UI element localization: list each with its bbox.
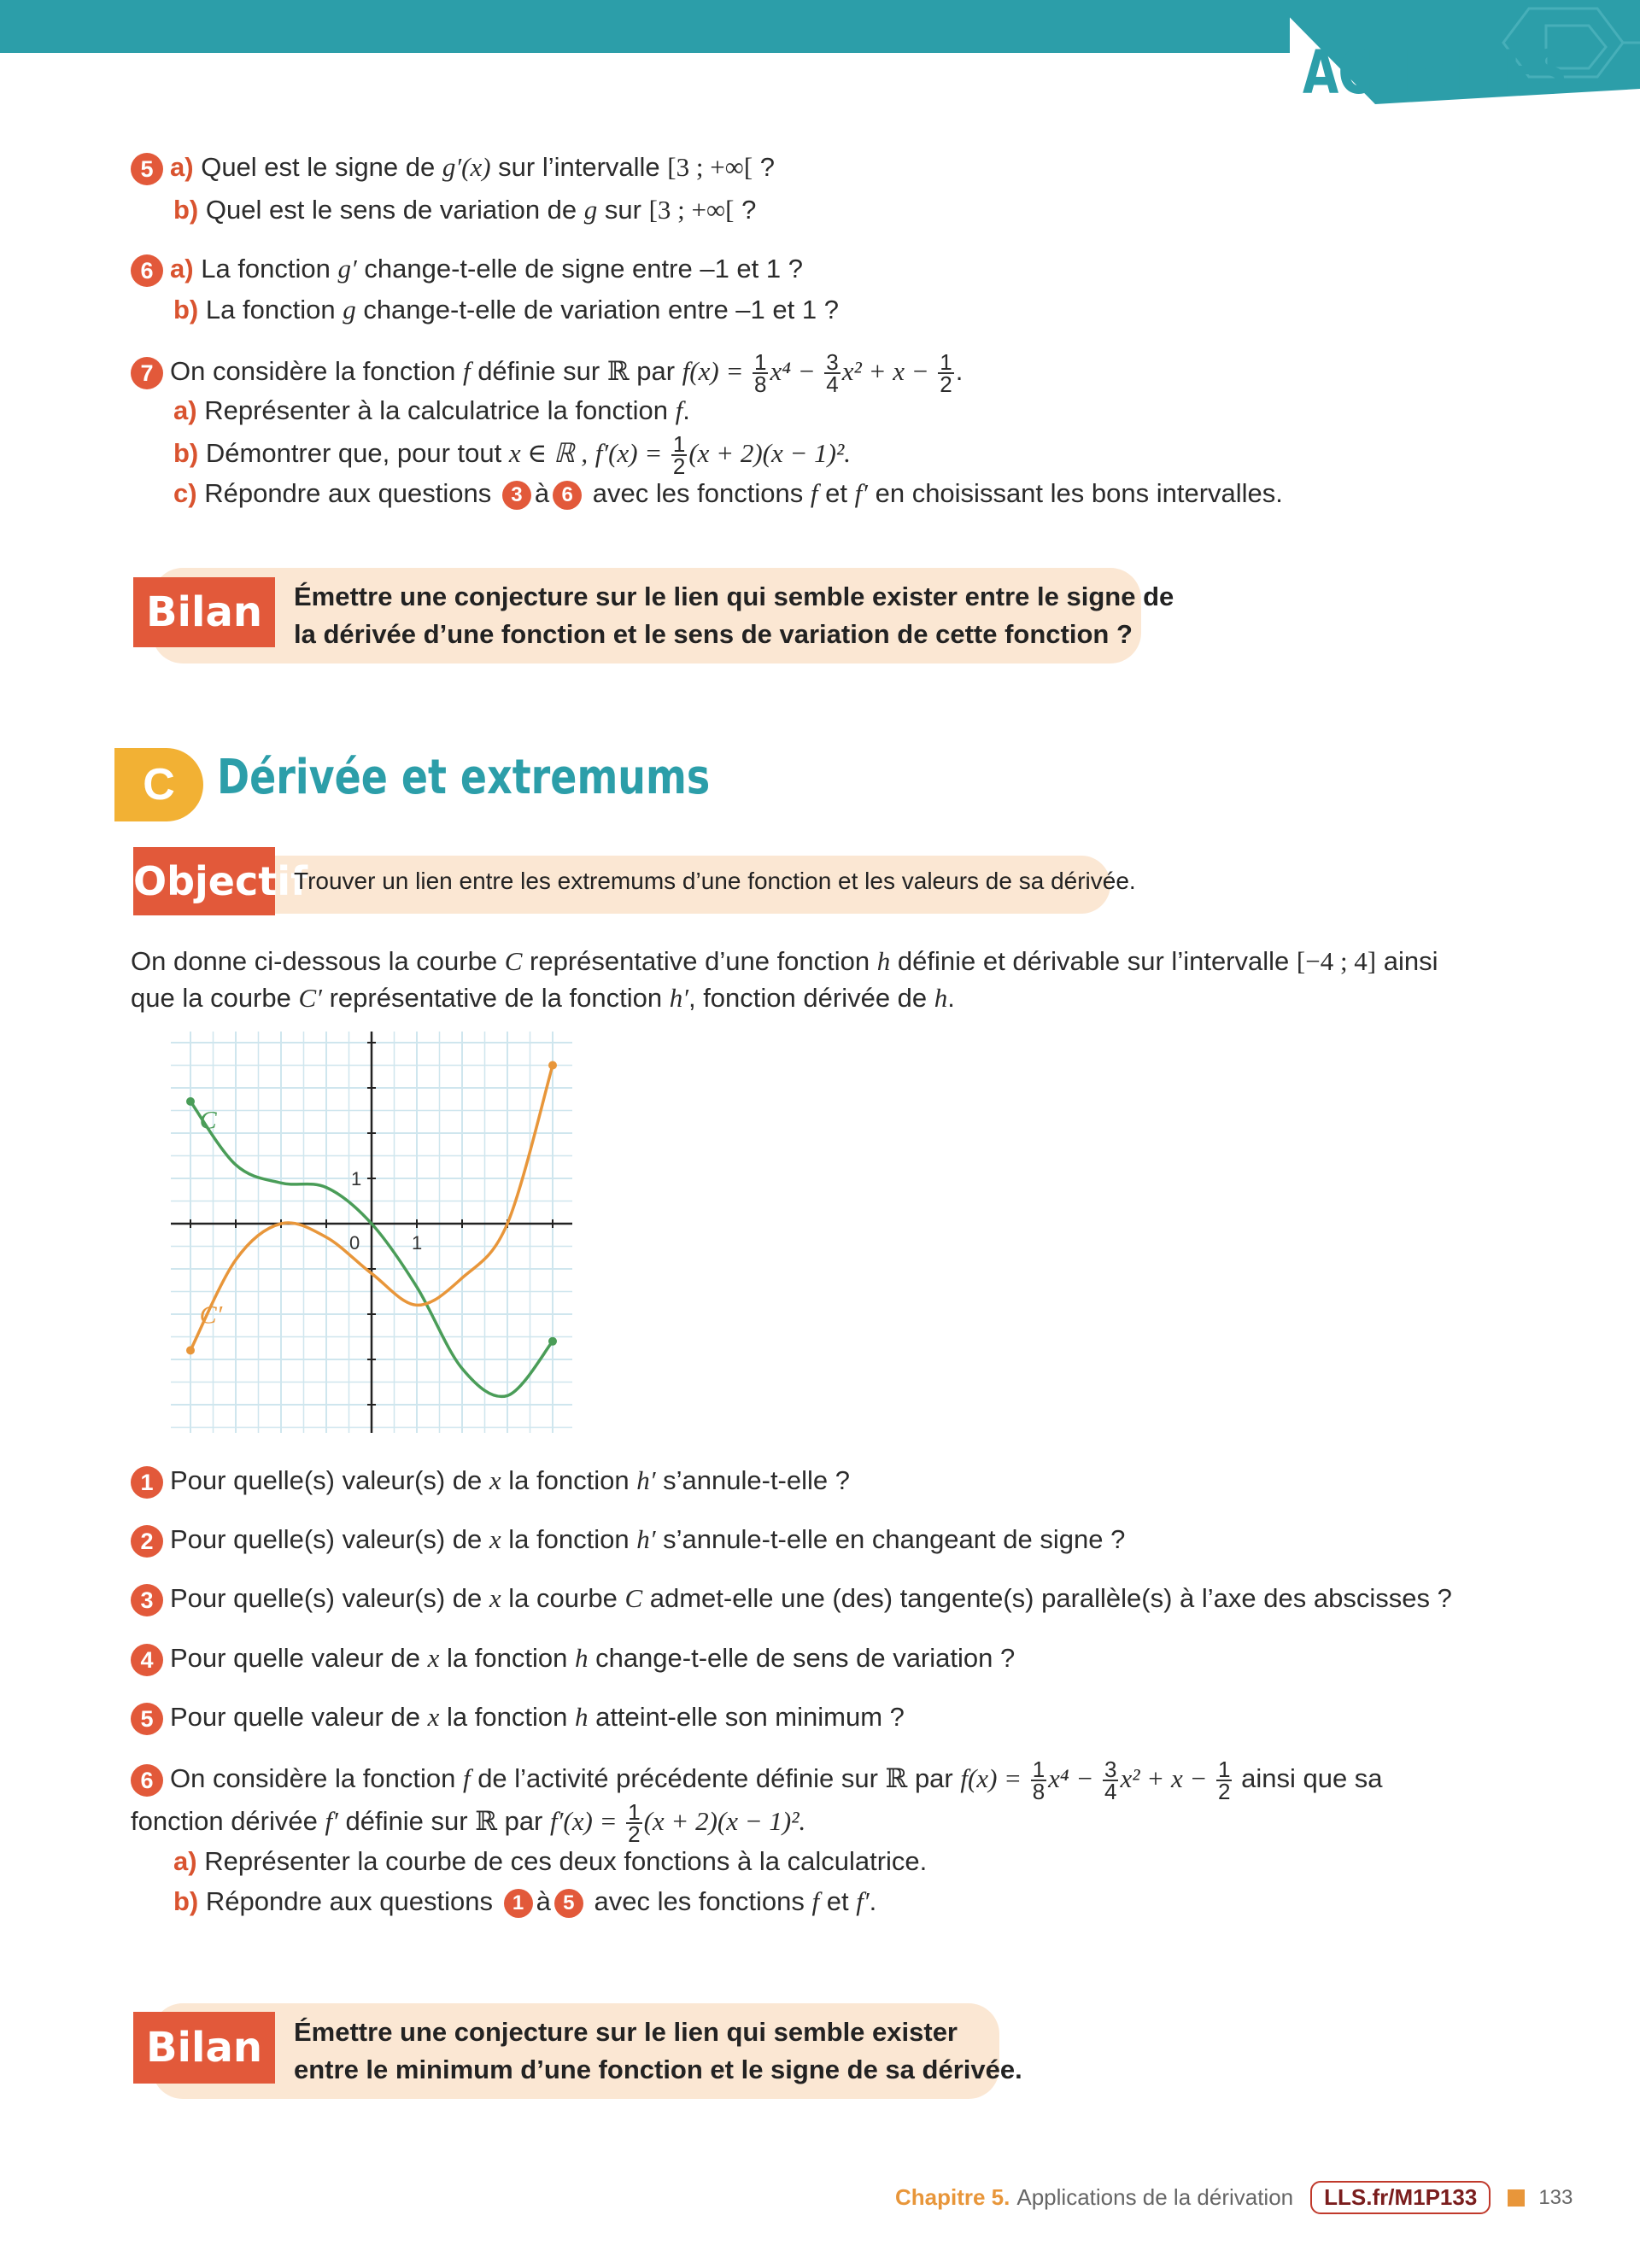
curve-C-prime-end-point <box>548 1061 557 1070</box>
question-7c: c) Répondre aux questions 3 à 6 avec les fonctions f et f′ en choisissant les bons intervalles. <box>173 478 1283 508</box>
header-band <box>0 0 1290 53</box>
question-c-2: 2 Pour quelle(s) valeur(s) de x la fonction h′ s’annule-t-elle en changeant de signe ? <box>131 1523 1125 1558</box>
fraction: $\frac{1}{8}$ <box>1032 1757 1046 1804</box>
bilan-tag: Bilan <box>133 577 275 647</box>
bilan-tag-2: Bilan <box>133 2012 275 2084</box>
question-number-badge: 1 <box>131 1466 163 1499</box>
origin-label: 0 <box>349 1232 360 1254</box>
question-5a: 5 a) Quel est le signe de g′(x) sur l’intervalle [3 ; +∞[ ? <box>131 150 775 185</box>
fraction: $\frac{3}{4}$ <box>1104 1757 1117 1804</box>
y-unit-label: 1 <box>351 1168 362 1190</box>
question-c-6b: b) Répondre aux questions 1 à 5 avec les fonctions f et f′. <box>173 1886 877 1916</box>
footer-square-icon <box>1508 2189 1525 2207</box>
x-unit-label: 1 <box>412 1232 423 1254</box>
objectif-text: Trouver un lien entre les extremums d’une fonction et les valeurs de sa dérivée. <box>294 868 1136 894</box>
question-number-badge: 4 <box>131 1644 163 1676</box>
section-title: Dérivée et extremums <box>217 750 711 805</box>
objectif-tag: Objectif <box>133 847 275 915</box>
question-number-badge: 5 <box>131 153 163 185</box>
graph-axes <box>171 1032 572 1433</box>
curve-C-prime-label: C′ <box>199 1301 223 1330</box>
curve-C-end-point <box>548 1337 557 1346</box>
curve-C-prime-start-point <box>186 1346 195 1354</box>
question-7: 7 On considère la fonction f définie sur ℝ par f(x) = $\frac{1}{8}$ x⁴ − $\frac{3}{4}$ x² + x − $\frac{1}{2}$ . <box>131 352 963 395</box>
question-c-6: 6 On considère la fonction f de l’activité précédente définie sur ℝ par f(x) = $\frac{1}{8}$ x⁴ − $\frac{3}{4}$ x² + x − $\frac{1}{2}$ ainsi que sa <box>131 1759 1383 1802</box>
footer-link[interactable]: LLS.fr/M1P133 <box>1310 2181 1491 2214</box>
question-6b: b) La fonction g change-t-elle de variation entre –1 et 1 ? <box>173 295 839 324</box>
bilan-line-1: Émettre une conjecture sur le lien qui semble exister entre le signe de <box>294 582 1174 611</box>
fraction: $\frac{3}{4}$ <box>826 349 839 397</box>
footer-subject: Applications de la dérivation <box>1016 2184 1294 2210</box>
question-7b: b) Démontrer que, pour tout x ∈ ℝ , f′(x) = $\frac{1}{2}$ (x + 2)(x − 1)². <box>173 431 852 479</box>
bilan-line-2: la dérivée d’une fonction et le sens de variation de cette fonction ? <box>294 619 1133 649</box>
question-c-6-line-2: fonction dérivée f′ définie sur ℝ par f′(x) = $\frac{1}{2}$ (x + 2)(x − 1)². <box>131 1799 806 1847</box>
page-footer <box>895 2181 1573 2214</box>
question-7a: a) Représenter à la calculatrice la fonction f. <box>173 395 690 425</box>
function-graph <box>171 1032 572 1433</box>
fraction: $\frac{1}{2}$ <box>628 1799 641 1847</box>
section-badge: C <box>114 748 203 821</box>
page-number: 133 <box>1538 2185 1573 2209</box>
question-c-3: 3 Pour quelle(s) valeur(s) de x la courbe C admet-elle une (des) tangente(s) parallèle(s) à l’axe des abscisses ? <box>131 1581 1452 1616</box>
fraction: $\frac{1}{2}$ <box>672 431 686 479</box>
fraction: $\frac{1}{2}$ <box>1218 1757 1231 1804</box>
question-number-badge: 5 <box>131 1703 163 1735</box>
question-c-4: 4 Pour quelle valeur de x la fonction h change-t-elle de sens de variation ? <box>131 1641 1015 1676</box>
question-c-5: 5 Pour quelle valeur de x la fonction h atteint-elle son minimum ? <box>131 1700 905 1735</box>
question-number-badge: 6 <box>131 254 163 287</box>
curve-C-start-point <box>186 1097 195 1106</box>
fraction: $\frac{1}{8}$ <box>753 349 767 397</box>
intro-line-2: que la courbe C′ représentative de la fonction h′, fonction dérivée de h. <box>131 983 955 1013</box>
question-number-badge: 3 <box>131 1584 163 1616</box>
curve-C-label: C <box>199 1106 217 1135</box>
question-c-6a: a) Représenter la courbe de ces deux fonctions à la calculatrice. <box>173 1846 928 1876</box>
intro-line-1: On donne ci-dessous la courbe C représentative d’une fonction h définie et dérivable sur l’intervalle [−4 ; 4] ainsi <box>131 946 1438 976</box>
question-number-badge: 6 <box>131 1764 163 1797</box>
bilan-2-line-1: Émettre une conjecture sur le lien qui semble exister <box>294 2017 958 2047</box>
fraction: $\frac{1}{2}$ <box>940 349 952 397</box>
bilan-2-line-2: entre le minimum d’une fonction et le signe de sa dérivée. <box>294 2055 1022 2084</box>
header-title: ACTIVITÉS <box>1303 38 1567 108</box>
question-c-1: 1 Pour quelle(s) valeur(s) de x la fonction h′ s’annule-t-elle ? <box>131 1464 850 1499</box>
question-number-badge: 2 <box>131 1525 163 1558</box>
question-number-badge: 7 <box>131 357 163 389</box>
footer-chapter: Chapitre 5. <box>895 2184 1010 2210</box>
question-6a: 6 a) La fonction g′ change-t-elle de signe entre –1 et 1 ? <box>131 252 803 287</box>
question-5b: b) Quel est le sens de variation de g sur [3 ; +∞[ ? <box>173 195 757 225</box>
